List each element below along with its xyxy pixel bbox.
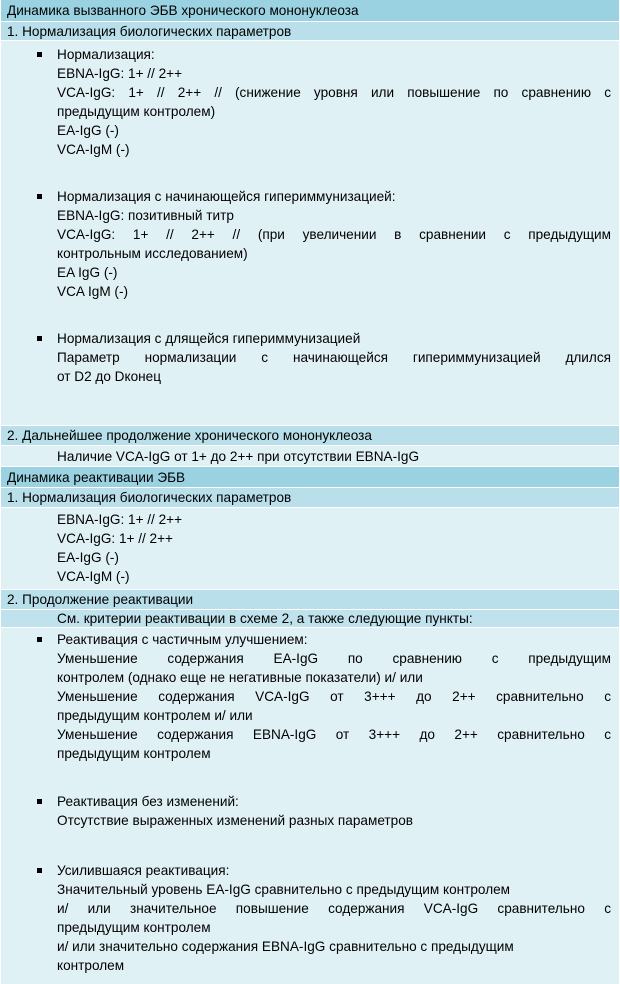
bullet-item [57,792,611,811]
section-body [1,508,619,590]
text-line: EBNA-IgG: 1+ // 2++ [57,66,183,81]
text-line: предыдущим контролем [57,746,211,761]
subsection-heading: См. критерии реактивации в схеме 2, а также следующие пункты: [1,610,619,628]
section-body [1,446,619,467]
bullet-item [57,45,611,64]
text-line: предыдущим контролем и/ или [57,708,253,723]
text-line: VCA-IgG: 1+ // 2++ // (снижение уровня или повышение по сравнению с [57,85,611,100]
text-line: Значительный уровень EA-IgG сравнительно с предыдущим контролем [57,882,511,897]
section-heading: 2. Продолжение реактивации [1,590,619,610]
text-line: EA IgG (-) [57,265,118,280]
bullet-icon [37,336,42,341]
bullet-icon [37,868,42,873]
text-line: Наличие VCA-IgG от 1+ до 2++ при отсутствии EBNA-IgG [57,449,420,464]
bullet-label: Нормализация с длящейся гипериммунизацией [57,331,361,346]
bullet-item [57,187,611,206]
text-line: предыдущим контролем) [57,104,216,119]
section-heading: 2. Дальнейшее продолжение хронического мононуклеоза [1,426,619,446]
section-body [1,41,619,426]
bullet-label: Реактивация без изменений: [57,794,239,809]
table-title: Динамика реактивации ЭБВ [1,467,619,488]
bullet-item [57,861,611,880]
text-line: контрольным исследованием) [57,246,248,261]
bullet-icon [37,194,42,199]
table-title: Динамика вызванного ЭБВ хронического мононуклеоза [1,0,619,22]
bullet-item [57,329,611,348]
section-heading: 1. Нормализация биологических параметров [1,488,619,508]
text-line: Уменьшение содержания EA-IgG по сравнению с предыдущим [57,651,611,666]
bullet-item [57,630,611,649]
text-line: EA-IgG (-) [57,550,119,565]
bullet-icon [37,52,42,57]
bullet-label: Усилившаяся реактивация: [57,863,230,878]
text-line: Параметр нормализации с начинающейся гипериммунизацией длился [57,350,611,365]
bullet-label: Нормализация с начинающейся гипериммунизацией: [57,189,396,204]
text-line: контролем [57,958,125,973]
text-line: EA-IgG (-) [57,123,119,138]
text-line: EBNA-IgG: позитивный титр [57,208,234,223]
bullet-label: Нормализация: [57,47,155,62]
text-line: VCA-IgG: 1+ // 2++ // (при увеличении в сравнении с предыдущим [57,227,611,242]
text-line: Отсутствие выраженных изменений разных параметров [57,813,413,828]
text-line: EBNA-IgG: 1+ // 2++ [57,512,183,527]
text-line: контролем (однако еще не негативные показатели) и/ или [57,670,423,685]
bullet-icon [37,637,42,642]
text-line: предыдущим контролем [57,920,211,935]
text-line: и/ или значительно содержания EBNA-IgG сравнительно с предыдущим [57,939,514,954]
text-line: VCA IgM (-) [57,284,128,299]
section-body [1,628,619,984]
text-line: Уменьшение содержания EBNA-IgG от 3+++ до 2++ сравнительно с [57,727,611,742]
bullet-icon [37,799,42,804]
text-line: Уменьшение содержания VCA-IgG от 3+++ до 2++ сравнительно с [57,689,611,704]
text-line: и/ или значительное повышение содержания VCA-IgG сравнительно с [57,901,611,916]
text-line: VCA-IgM (-) [57,142,130,157]
text-line: от D2 до Dконец [57,369,162,384]
bullet-label: Реактивация с частичным улучшением: [57,632,308,647]
text-line: VCA-IgM (-) [57,569,130,584]
text-line: VCA-IgG: 1+ // 2++ [57,531,173,546]
section-heading: 1. Нормализация биологических параметров [1,22,619,41]
